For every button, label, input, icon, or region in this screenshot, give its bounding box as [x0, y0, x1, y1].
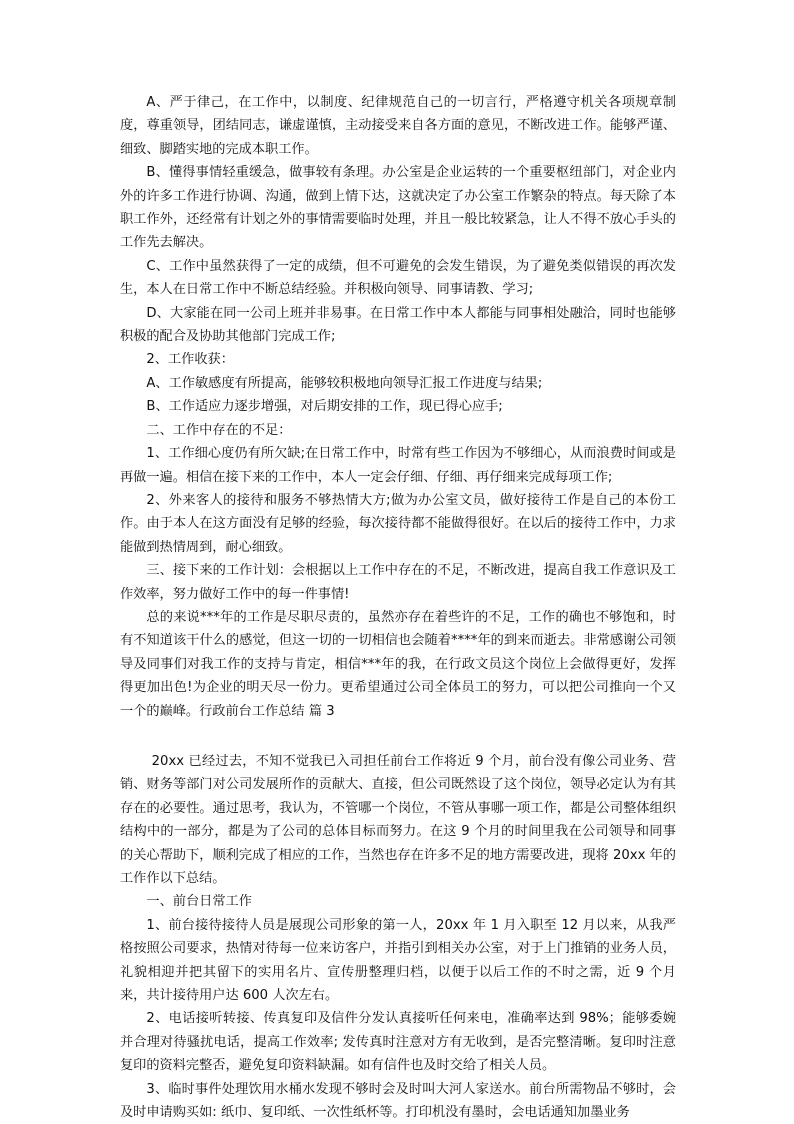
paragraph-summary-conclusion: 总的来说***年的工作是尽职尽责的，虽然亦存在着些许的不足，工作的确也不够饱和，时有不知道该干什么的感觉，但这一切的一切相信也会随着****年的到来而逝去。非常感谢公司领导及同事们对我工作的支持与肯定，相信***年的我，在行政文员这个岗位上会做得更好，发挥得更加出色!为企业的明天尽一份力。更希望通过公司全体员工的努力，可以把公司推向一个又一个的巅峰。行政前台工作总结 篇 3 — [120, 609, 676, 719]
document-page — [120, 91, 676, 1124]
paragraph-work-plan: 三、接下来的工作计划：会根据以上工作中存在的不足，不断改进，提高自我工作意识及工作效率，努力做好工作中的每一件事情! — [120, 563, 676, 602]
paragraph-shortcoming-1: 1、工作细心度仍有所欠缺;在日常工作中，时常有些工作因为不够细心，从而浪费时间或是再做一遍。相信在接下来的工作中，本人一定会仔细、仔细、再仔细来完成每项工作; — [120, 446, 676, 485]
section-gap — [120, 723, 676, 750]
paragraph-phone-fax-mail: 2、电话接听转接、传真复印及信件分发认真接听任何来电，准确率达到 98%；能够委婉并合理对待骚扰电话，提高工作效率; 发传真时注意对方有无收到，是否完整清晰。复印时注意复印的资料完整否，避免复印资料缺漏。如有信件也及时交给了相关人员。 — [120, 1011, 676, 1074]
paragraph-shortcoming-2: 2、外来客人的接待和服务不够热情大方;做为办公室文员，做好接待工作是自己的本份工作。由于本人在这方面没有足够的经验，每次接待都不能做得很好。在以后的接待工作中，力求能做到热情周到，耐心细致。 — [120, 492, 676, 555]
heading-shortcomings: 二、工作中存在的不足： — [146, 422, 292, 438]
paragraph-temporary-events: 3、临时事件处理饮用水桶水发现不够时会及时叫大河人家送水。前台所需物品不够时，会及时申请购买如: 纸巾、复印纸、一次性纸杯等。打印机没有墨时，会电话通知加墨业务 — [120, 1081, 676, 1121]
paragraph-intro-20xx: 20xx 已经过去，不知不觉我已入司担任前台工作将近 9 个月，前台没有像公司业务、营销、财务等部门对公司发展所作的贡献大、直接，但公司既然设了这个岗位，领导必定认为有其存在的必要性。通过思考，我认为，不管哪一个岗位，不管从事哪一项工作，都是公司整体组织结构中的一部分，都是为了公司的总体目标而努力。在这 9 个月的时间里我在公司领导和同事的关心帮助下，顺利完成了相应的工作，当然也存在许多不足的地方需要改进，现将 20xx 年的工作作以下总结。 — [120, 753, 676, 886]
paragraph-mistakes: C、工作中虽然获得了一定的成绩，但不可避免的会发生错误，为了避免类似错误的再次发生，本人在日常工作中不断总结经验。并积极向领导、同事请教、学习; — [120, 258, 676, 298]
paragraph-teamwork: D、大家能在同一公司上班并非易事。在日常工作中本人都能与同事相处融洽，同时也能够积极的配合及协助其他部门完成工作; — [120, 305, 676, 345]
paragraph-gain-b: B、工作适应力逐步增强，对后期安排的工作，现已得心应手; — [146, 399, 503, 415]
paragraph-gain-a: A、工作敏感度有所提高，能够较积极地向领导汇报工作进度与结果; — [146, 375, 543, 391]
paragraph-reception: 1、前台接待接待人员是展现公司形象的第一人，20xx 年 1 月入职至 12 月以来，从我严格按照公司要求，热情对待每一位来访客户，并指引到相关办公室，对于上门推销的业务人员，礼貌相迎并把其留下的实用名片、宣传册整理归档，以便于以后工作的不时之需，近 9 个月来，共计接待用户达 600 人次左右。 — [120, 917, 676, 1004]
heading-work-gains: 2、工作收获： — [146, 352, 234, 368]
paragraph-discipline: A、严于律己，在工作中，以制度、纪律规范自己的一切言行，严格遵守机关各项规章制度，尊重领导，团结同志，谦虚谨慎，主动接受来自各方面的意见，不断改进工作。能够严谨、细致、脚踏实地的完成本职工作。 — [120, 95, 676, 157]
paragraph-priorities: B、懂得事情轻重缓急，做事较有条理。办公室是企业运转的一个重要枢纽部门，对企业内外的许多工作进行协调、沟通，做到上情下达，这就决定了办公室工作繁杂的特点。每天除了本职工作外，还经常有计划之外的事情需要临时处理，并且一般比较紧急，让人不得不放心手头的工作先去解决。 — [120, 165, 676, 251]
heading-front-desk-daily-work: 一、前台日常工作 — [146, 894, 252, 910]
